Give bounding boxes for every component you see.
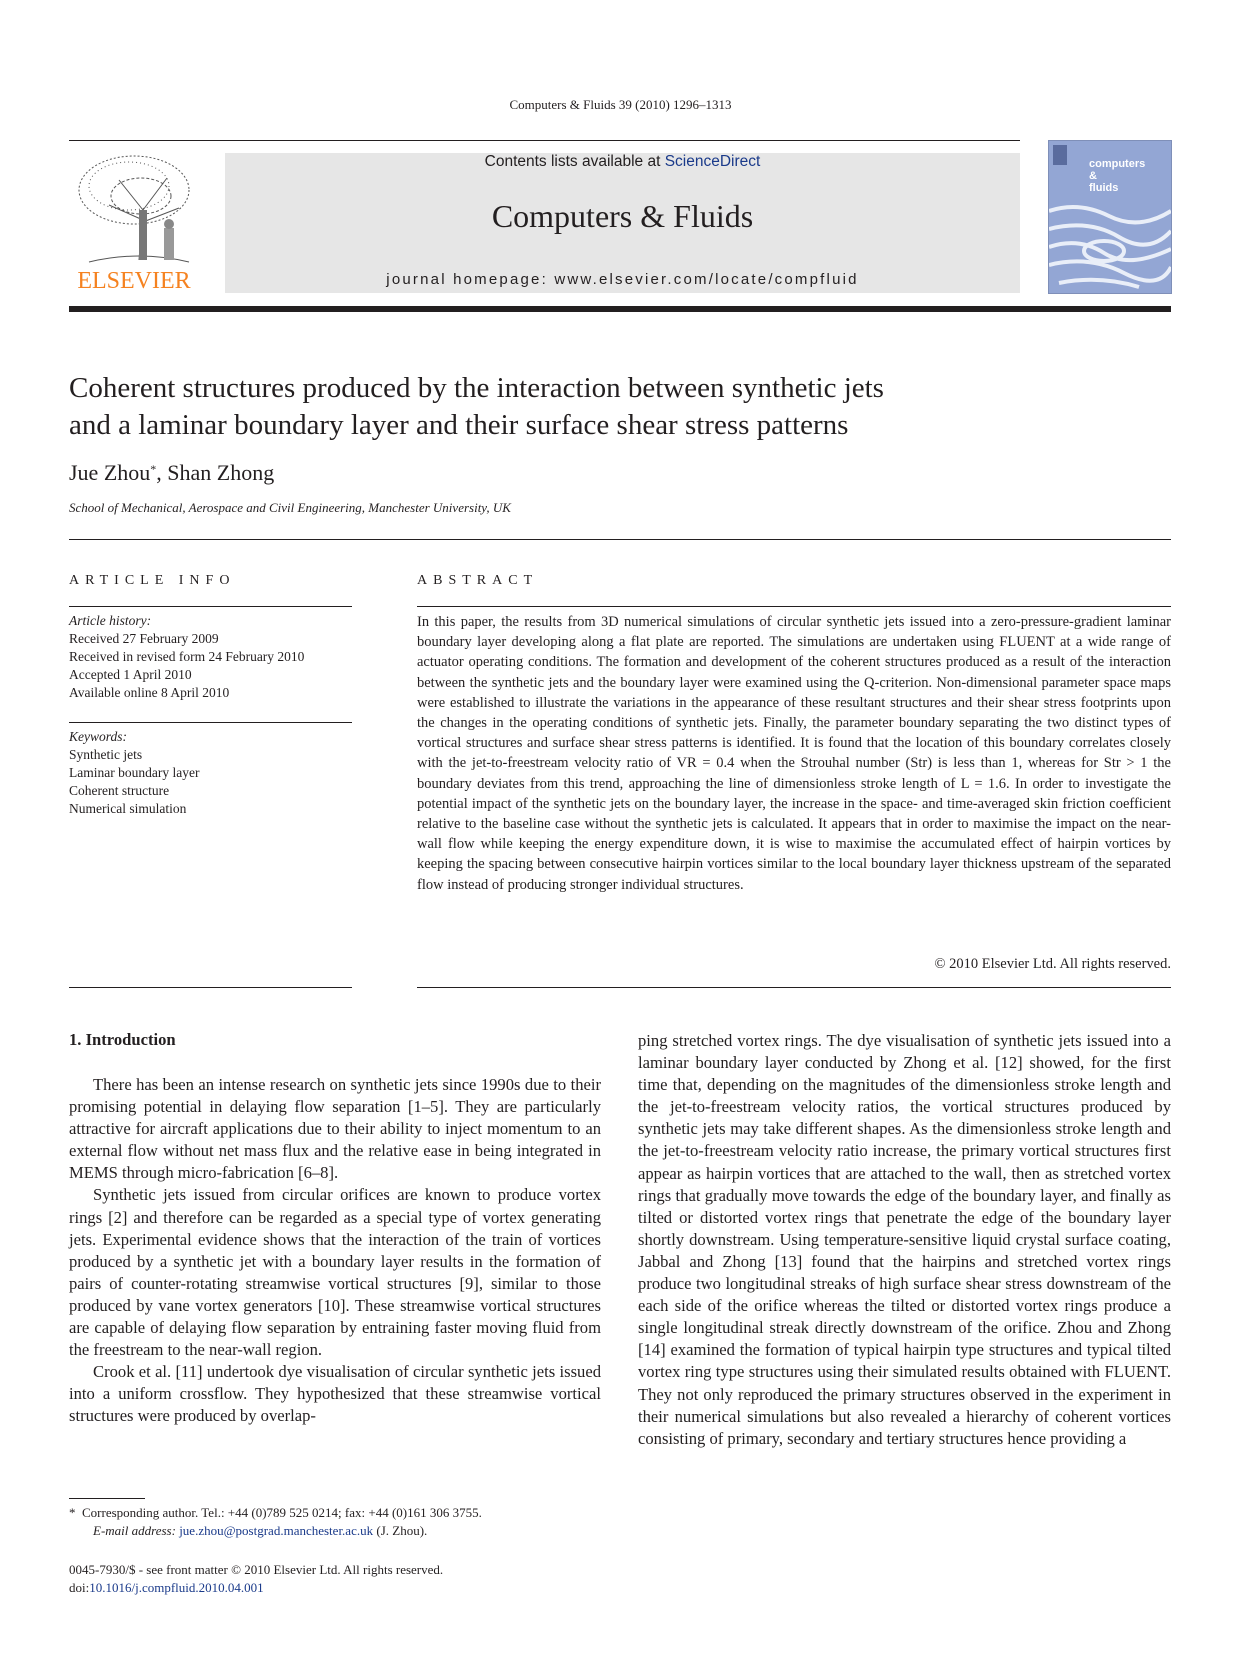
cover-art-icon [1049,141,1171,293]
intro-paragraph: Crook et al. [11] undertook dye visualisation of circular synthetic jets issued into a uniform crossflow. They hypothesized that these streamwise vortical structures were produced by overlap- [69,1362,601,1426]
keyword-item: Coherent structure [69,783,170,798]
cover-line-1: computers [1089,158,1146,170]
abstract-heading: ABSTRACT [417,573,539,588]
intro-paragraph: Synthetic jets issued from circular orifices are known to produce vortex rings [2] and therefore can be regarded as a special type of vortex generating jets. Experimental evidence shows that the interaction of the train of vortices produced by a synthetic jet with a boundary layer results in the formation of pairs of counter-rotating streamwise vortical structures [9], similar to those produced by vane vortex generators [10]. These streamwise vortical structures are capable of delaying flow separation by entraining faster moving fluid from the freestream to the near-wall region. [69,1185,601,1360]
section-heading-introduction: 1. Introduction [69,1030,176,1049]
journal-title: Computers & Fluids [491,198,754,234]
elsevier-wordmark: ELSEVIER [77,268,191,294]
doi-line [69,1579,629,1597]
journal-homepage[interactable]: journal homepage: www.elsevier.com/locate/compfluid [386,271,859,288]
abstract-text: In this paper, the results from 3D numerical simulations of circular synthetic jets issued into a zero-pressure-gradient laminar boundary layer developing along a flat plate are reported. The simulations are undertaken using FLUENT at a wide range of actuator operating conditions. The formation and development of the coherent structures produced as a result of the interaction between the synthetic jets and the boundary layer were examined using the Q-criterion. Non-dimensional parameter space maps were established to illustrate the variations in the appearance of these resultant structures and their shear stress footprints upon the changes in the operating conditions of synthetic jets. Finally, the parameter boundary separating the two distinct types of vortical structures and surface shear stress patterns is identified. It is found that the location of this boundary correlates closely with the jet-to-freestream velocity ratio of VR = 0.4 when the Strouhal number (Str) is less than 1, whereas for Str > 1 the boundary deviates from this trend, approaching the line of dimensionless stroke length of L = 1.6. In order to investigate the potential impact of the synthetic jets on the boundary layer, the increase in the space- and time-averaged skin friction coefficient relative to the baseline case without the synthetic jets is calculated. It appears that in order to maximise the impact on the near-wall flow while keeping the energy expenditure down, it is wise to maximise the accumulated effect of hairpin vortices by keeping the spacing between consecutive hairpin vortices similar to the local boundary layer thickness upstream of the separated flow instead of producing stronger individual structures. [417,614,1171,893]
history-accepted: Accepted 1 April 2010 [69,667,192,682]
history-online: Available online 8 April 2010 [69,685,230,700]
keywords-label: Keywords: [69,729,127,744]
affiliation: School of Mechanical, Aerospace and Civil Engineering, Manchester University, UK [69,500,511,515]
footnote-rule [69,1498,145,1499]
banner-thick-rule [69,306,1171,312]
footnote-mark: * [69,1505,76,1520]
affiliation-rule [69,539,1171,540]
journal-cover-thumbnail [1048,140,1172,294]
footnote-corresponding [69,1504,609,1522]
front-matter [69,1561,629,1596]
email-label: E-mail address: [93,1522,176,1538]
keywords-block [69,728,352,818]
doi-prefix: doi: [69,1579,90,1595]
journal-banner [225,153,1020,293]
history-received: Received 27 February 2009 [69,631,219,646]
abstract-bottom-rule [417,987,1171,988]
sciencedirect-link[interactable]: ScienceDirect [664,153,761,170]
intro-right-column [638,1030,1171,1450]
history-revised: Received in revised form 24 February 2010 [69,649,305,664]
elsevier-tree-icon [69,150,199,268]
email-link[interactable]: jue.zhou@postgrad.manchester.ac.uk [179,1522,374,1538]
intro-paragraph: There has been an intense research on synthetic jets since 1990s due to their promising potential in delaying flow separation [1–5]. They are particularly attractive for aircraft applications due to their ability to inject momentum to an external flow without net mass flux and the relative ease in being integrated in MEMS through micro-fabrication [6–8]. [69,1075,601,1183]
corresponding-mark[interactable]: * [150,462,157,476]
intro-left-column [69,1074,601,1428]
footnote [69,1504,609,1539]
article-history [69,612,352,702]
abstract-rule [417,606,1171,607]
issn-line: 0045-7930/$ - see front matter © 2010 Elsevier Ltd. All rights reserved. [69,1562,444,1577]
doi-link[interactable]: 10.1016/j.compfluid.2010.04.001 [89,1579,264,1595]
author-zhou[interactable]: Jue Zhou [69,460,151,485]
header-rule [69,140,1020,141]
keyword-item: Numerical simulation [69,801,187,816]
cover-line-3: fluids [1089,182,1119,194]
article-info-rule [69,606,352,607]
article-info-bottom-rule [69,987,352,988]
article-title [69,370,1099,444]
author-list [69,460,274,486]
title-line-1: Coherent structures produced by the interaction between synthetic jets [69,372,884,404]
article-info-heading: ARTICLE INFO [69,573,236,588]
intro-paragraph: ping stretched vortex rings. The dye visualisation of synthetic jets issued into a laminar boundary layer conducted by Zhong et al. [12] showed, for the first time that, depending on the magnitudes of the dimensionless stroke length and the jet-to-freestream velocity ratios, the vortical structures produced by synthetic jets may take different shapes. As the dimensionless stroke length and the jet-to-freestream velocity ratio increase, the primary vortical structures first appear as hairpin vortices that are attached to the wall, then as stretched vortex rings that gradually move towards the edge of the boundary layer, and finally as tilted or distorted vortex rings that penetrate the edge of the boundary layer shortly downstream. Using temperature-sensitive liquid crystal surface coating, Jabbal and Zhong [13] found that the hairpins and stretched vortex rings produce two longitudinal streaks of high surface shear stress downstream of the each side of the orifice whereas the tilted or distorted vortex rings produce a single longitudinal streak directly downstream of the orifice. Zhou and Zhong [14] examined the formation of typical hairpin type structures and typical tilted vortex ring type structures using their simulated results obtained with FLUENT. They not only reproduced the primary structures observed in the experiment in their numerical simulations but also revealed a hierarchy of coherent vortices consisting of primary, secondary and tertiary structures hence providing a [638,1031,1171,1448]
keyword-item: Synthetic jets [69,747,143,762]
keywords-rule [69,722,352,723]
footnote-email-line [69,1522,609,1540]
keyword-item: Laminar boundary layer [69,765,200,780]
elsevier-logo [69,150,199,294]
contents-prefix: Contents lists available at [484,153,665,170]
history-label: Article history: [69,613,152,628]
email-suffix: (J. Zhou). [373,1522,428,1538]
contents-line [225,153,1020,171]
footnote-contact: Corresponding author. Tel.: +44 (0)789 525 0214; fax: +44 (0)161 306 3755. [82,1505,482,1520]
running-header: Computers & Fluids 39 (2010) 1296–1313 [509,97,732,112]
title-line-2: and a laminar boundary layer and their surface shear stress patterns [69,409,849,441]
abstract-copyright: © 2010 Elsevier Ltd. All rights reserved. [934,956,1171,972]
author-zhong[interactable]: , Shan Zhong [156,460,275,485]
cover-line-2: & [1089,170,1097,182]
